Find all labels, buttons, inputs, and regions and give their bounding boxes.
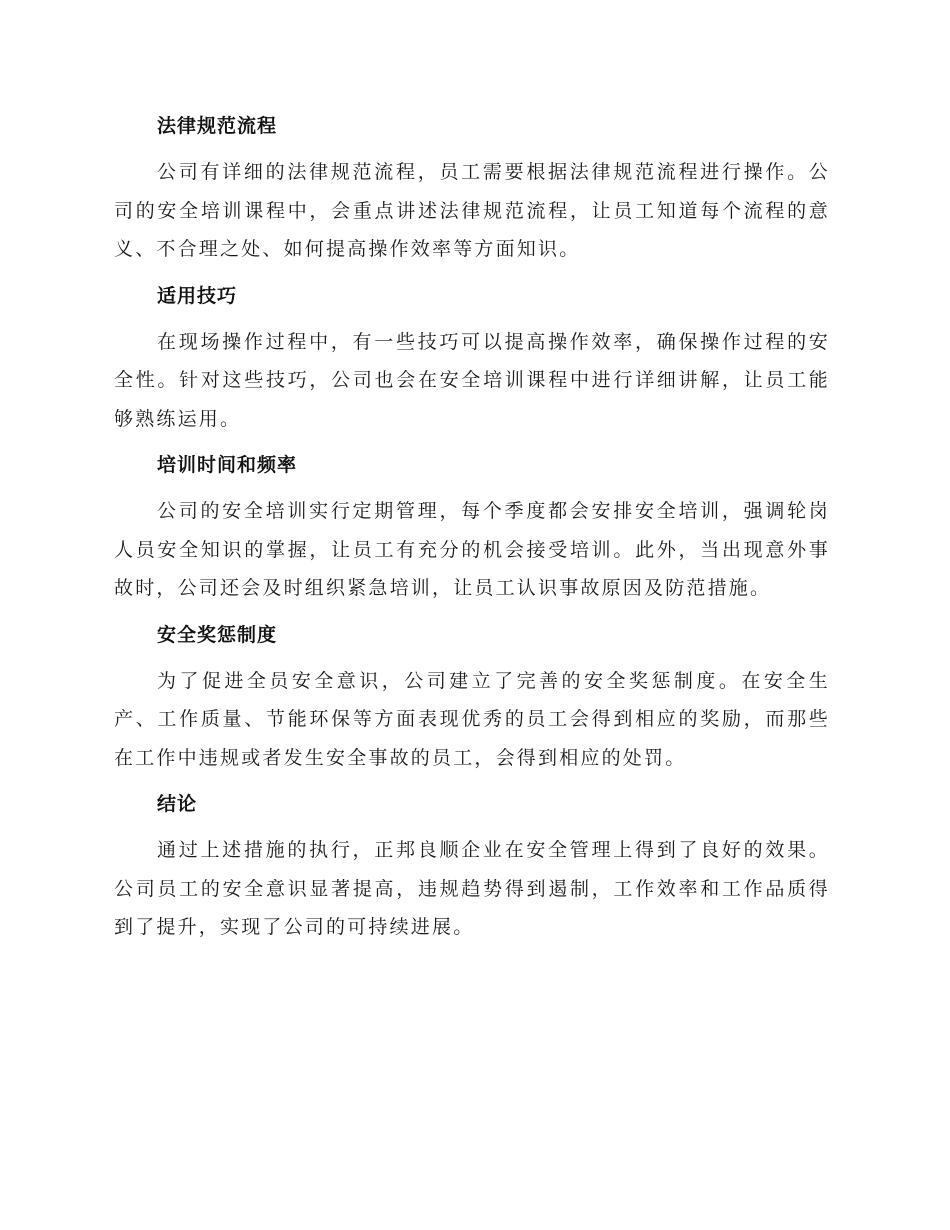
section-paragraph: 在现场操作过程中，有一些技巧可以提高操作效率，确保操作过程的安全性。针对这些技巧，公司也会在安全培训课程中进行详细讲解，让员工能够熟练运用。 xyxy=(114,330,830,430)
section-reward-punishment xyxy=(114,616,830,778)
document-body xyxy=(114,107,830,955)
section-conclusion xyxy=(114,785,830,947)
section-heading: 适用技巧 xyxy=(157,284,238,307)
section-heading: 法律规范流程 xyxy=(157,115,278,137)
section-legal-process xyxy=(114,107,830,269)
section-paragraph: 公司的安全培训实行定期管理，每个季度都会安排安全培训，强调轮岗人员安全知识的掌握，让员工有充分的机会接受培训。此外，当出现意外事故时，公司还会及时组织紧急培训，让员工认识事故原因及防范措施。 xyxy=(114,500,830,599)
section-training-frequency xyxy=(114,446,830,608)
section-paragraph: 公司有详细的法律规范流程，员工需要根据法律规范流程进行操作。公司的安全培训课程中，会重点讲述法律规范流程，让员工知道每个流程的意义、不合理之处、如何提高操作效率等方面知识。 xyxy=(114,161,830,260)
section-paragraph: 通过上述措施的执行，正邦良顺企业在安全管理上得到了良好的效果。公司员工的安全意识显著提高，违规趋势得到遏制，工作效率和工作品质得到了提升，实现了公司的可持续进展。 xyxy=(114,839,830,938)
section-heading: 安全奖惩制度 xyxy=(157,623,278,646)
section-applicable-skills xyxy=(114,277,830,439)
section-paragraph: 为了促进全员安全意识，公司建立了完善的安全奖惩制度。在安全生产、工作质量、节能环保等方面表现优秀的员工会得到相应的奖励，而那些在工作中违规或者发生安全事故的员工，会得到相应的处罚。 xyxy=(114,669,830,769)
section-heading: 培训时间和频率 xyxy=(157,454,298,476)
section-heading: 结论 xyxy=(157,793,198,815)
